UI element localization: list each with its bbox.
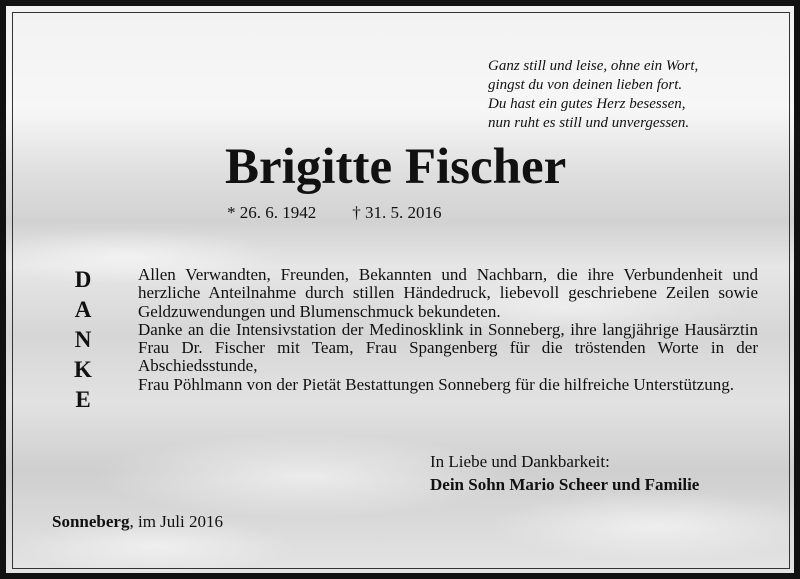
danke-letter: K [74, 357, 92, 382]
place-date: , im Juli 2016 [129, 512, 223, 531]
closing-signature [430, 450, 699, 496]
deceased-name: Brigitte Fischer [225, 139, 567, 195]
thank-you-text [138, 266, 758, 394]
thank-you-paragraph: Danke an die Intensivstation der Medinosklink in Sonneberg, ihre langjährige Hausärztin Frau Dr. Fischer mit Team, Frau Spangenberg für die tröstenden Worte in der Abschiedsstunde, [138, 319, 758, 376]
danke-letter: A [74, 297, 92, 322]
place-and-date [52, 512, 223, 532]
thank-you-paragraph: Frau Pöhlmann von der Pietät Bestattungen Sonneberg für die hilfreiche Unterstützung. [138, 374, 734, 394]
poem-line: nun ruht es still und unvergessen. [488, 115, 690, 131]
birth-date: * 26. 6. 1942 [227, 203, 317, 222]
place-city: Sonneberg [52, 512, 130, 531]
poem-line: Du hast ein gutes Herz besessen, [488, 96, 686, 112]
life-dates [227, 203, 442, 223]
death-date: † 31. 5. 2016 [352, 203, 442, 222]
poem-line: gingst du von deinen lieben fort. [488, 77, 683, 93]
poem [488, 57, 748, 133]
signed-by: Dein Sohn Mario Scheer und Familie [430, 475, 700, 494]
danke-letter: N [74, 327, 92, 352]
poem-line: Ganz still und leise, ohne ein Wort, [488, 58, 699, 74]
thank-you-paragraph: Allen Verwandten, Freunden, Bekannten und Nachbarn, die ihre Verbundenheit und herzliche Anteilnahme durch stillen Händedruck, liebevoll geschriebene Zeilen sowie Geldzuwendungen und Blumenschmuck bekundeten. [138, 265, 758, 321]
danke-letter: E [75, 387, 91, 412]
closing-greeting: In Liebe und Dankbarkeit: [430, 452, 610, 471]
danke-letter: D [74, 267, 92, 292]
danke-vertical-heading [69, 265, 97, 415]
